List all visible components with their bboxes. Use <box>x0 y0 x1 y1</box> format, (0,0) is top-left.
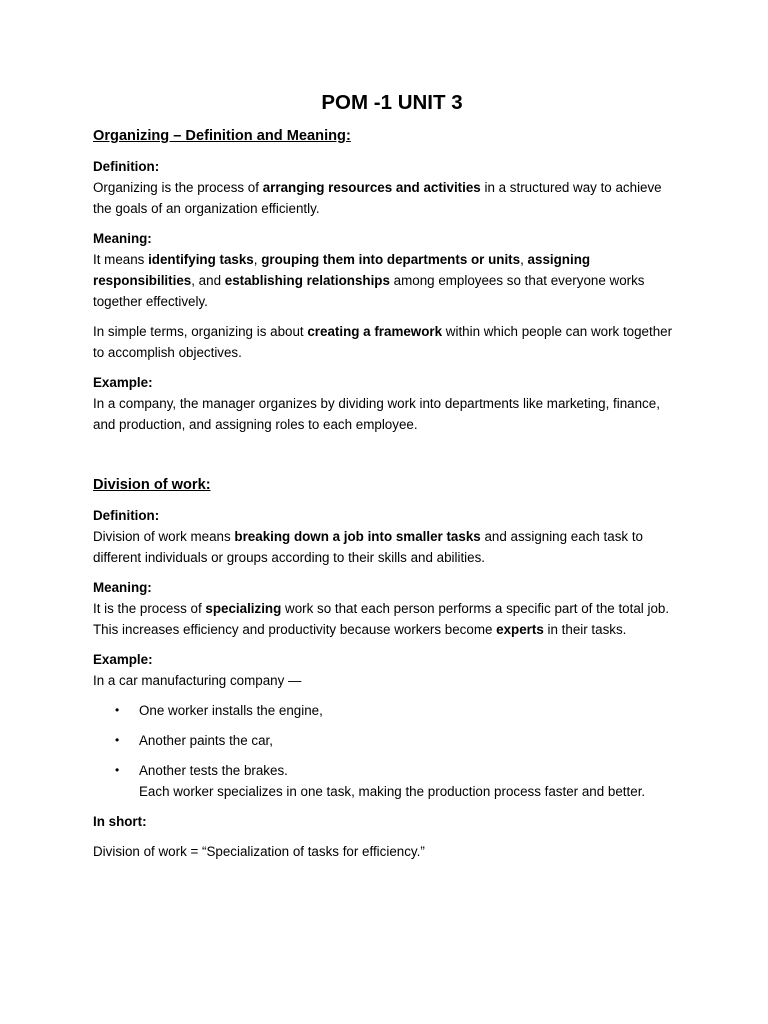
bullet-icon: • <box>115 733 120 747</box>
text: Organizing is the process of <box>93 180 263 195</box>
organizing-definition <box>93 177 681 219</box>
organizing-simple-terms <box>93 321 681 363</box>
example-label: Example: <box>93 652 153 667</box>
text: , and <box>191 273 225 288</box>
text: It means <box>93 252 149 267</box>
text: In simple terms, organizing is about <box>93 324 308 339</box>
organizing-example: In a company, the manager organizes by dividing work into departments like marketing, finance, and production, and assigning roles to each employee. <box>93 396 660 432</box>
definition-label: Definition: <box>93 159 160 174</box>
emphasis: breaking down a job into smaller tasks <box>234 529 481 544</box>
emphasis: grouping them into departments or units <box>261 252 521 267</box>
meaning-label: Meaning: <box>93 231 152 246</box>
bullet-icon: • <box>115 763 120 777</box>
list-item-text: Another tests the brakes. <box>139 763 288 778</box>
section-heading-division-of-work: Division of work: <box>93 477 211 493</box>
document-content <box>93 88 681 871</box>
text: among employees so that everyone works together effectively. <box>93 273 645 309</box>
definition-label: Definition: <box>93 508 160 523</box>
emphasis: specializing <box>205 601 282 616</box>
emphasis: experts <box>496 622 544 637</box>
text: and assigning each task to different individuals or groups according to their skills and abilities. <box>93 529 644 565</box>
text: Division of work means <box>93 529 235 544</box>
division-example-intro: In a car manufacturing company — <box>93 673 302 688</box>
emphasis: creating a framework <box>307 324 443 339</box>
text: , <box>520 252 528 267</box>
list-item-followup: Each worker specializes in one task, making the production process faster and better. <box>139 784 646 799</box>
bullet-icon: • <box>115 703 120 717</box>
text: It is the process of <box>93 601 206 616</box>
example-label: Example: <box>93 375 153 390</box>
meaning-label: Meaning: <box>93 580 152 595</box>
text: in a structured way to achieve the goals of an organization efficiently. <box>93 180 662 216</box>
example-bullet-list <box>93 700 681 802</box>
organizing-meaning <box>93 249 681 312</box>
list-item-text: Another paints the car, <box>139 733 273 748</box>
section-heading-organizing: Organizing – Definition and Meaning: <box>93 128 351 144</box>
division-meaning <box>93 598 681 640</box>
text: , <box>253 252 262 267</box>
division-summary: Division of work = “Specialization of tasks for efficiency.” <box>93 844 425 859</box>
list-item <box>93 700 681 721</box>
in-short-label: In short: <box>93 814 147 829</box>
text: in their tasks. <box>543 622 627 637</box>
text: within which people can work together to accomplish objectives. <box>93 324 673 360</box>
list-item <box>93 730 681 751</box>
division-definition <box>93 526 681 568</box>
emphasis: identifying tasks <box>148 252 254 267</box>
list-item-text: One worker installs the engine, <box>139 703 323 718</box>
document-title: POM -1 UNIT 3 <box>321 91 463 114</box>
section-spacer <box>93 444 681 474</box>
emphasis: establishing relationships <box>224 273 390 288</box>
emphasis: arranging resources and activities <box>262 180 481 195</box>
list-item <box>93 760 681 802</box>
text: work so that each person performs a specific part of the total job. This increases efficiency and productivity because workers become <box>93 601 670 637</box>
emphasis: assigning responsibilities <box>93 252 591 288</box>
